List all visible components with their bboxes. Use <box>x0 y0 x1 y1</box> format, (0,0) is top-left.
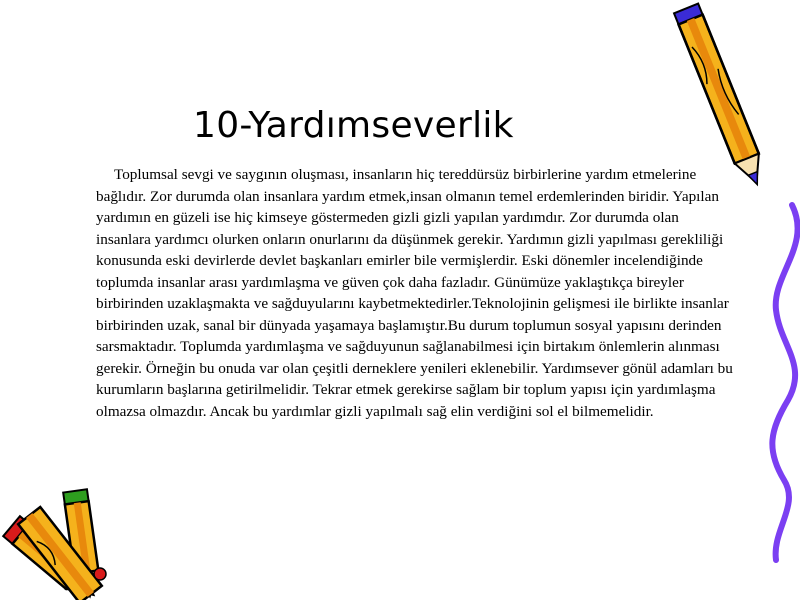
slide-body-paragraph <box>96 164 736 422</box>
slide-title: 10-Yardımseverlik <box>193 105 514 146</box>
slide-body-text: Toplumsal sevgi ve saygının oluşması, insanların hiç tereddürsüz birbirlerine yardım etmelerine bağlıdır. Zor durumda olan insanlara yardım etmek,insan olmanın temel erdemlerinden biridir. Yapılan yardımın en güzeli ise hiç kimseye göstermeden gizli gizli yapılan yardımdır. Zor durumda olan insanlara yardımcı olurken onların onurlarını da düşünmek gerekir. Yardımın gizli yapılması gerekliliği konusunda eski devirlerde devlet başkanları emirler bile vermişlerdir. Eski dönemler incelendiğinde toplumda insanlar arası yardımlaşma ve güven çok daha fazladır. Günümüze yaklaştıkça bireyler birbirinden uzaklaşmakta ve sağduyularını kaybetmektedirler.Teknolojinin gelişmesi ile birlikte insanlar birbirinden uzak, sanal bir dünyada yaşamaya başlamıştır.Bu durum toplumun sosyal yapısını derinden sarsmaktadır. Toplumda yardımlaşma ve sağduyunun sağlanabilmesi için birtakım önlemlerin alınması gerekir. Örneğin bu onuda var olan çeşitli derneklere yenileri eklenebilir. Yardımsever gönül adamları bu kurumların başlarına getirilmelidir. Tekrar etmek gerekirse sağlam bir toplum yapısı için yardımlaşma olmazsa olmazdır. Ancak bu yardımlar gizli yapılmalı sağ elin verdiğini sol el bilmemelidir. <box>96 166 733 420</box>
